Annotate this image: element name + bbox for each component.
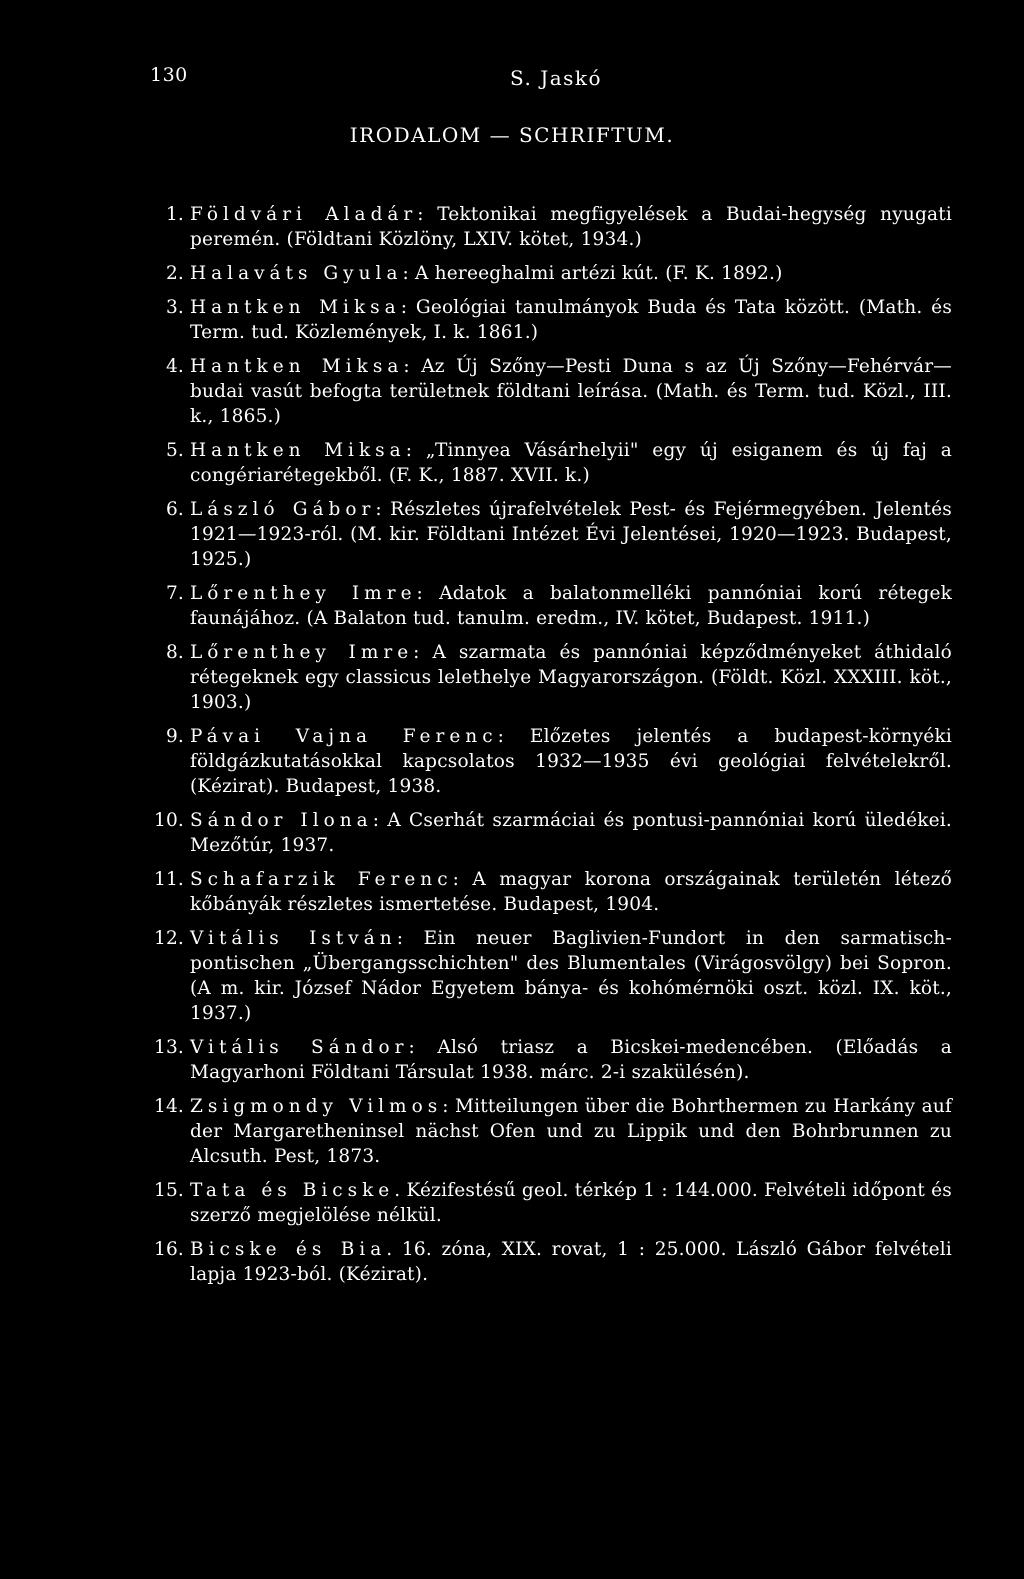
reference-item: [165, 295, 953, 345]
reference-number: 1.: [165, 204, 184, 225]
reference-author: Bicske és Bia: [190, 1239, 387, 1260]
reference-number: 5.: [165, 440, 184, 461]
reference-number: 3.: [165, 297, 184, 318]
reference-text: : Geológiai tanulmányok Buda és Tata között. (Math. és Term. tud. Közlemények, I. k. 1861.): [190, 297, 953, 343]
reference-author: Schafarzik Ferenc: [190, 869, 453, 890]
reference-number: 7.: [165, 583, 184, 604]
reference-item: [153, 926, 953, 1026]
reference-number: 11.: [153, 869, 184, 890]
reference-text: : „Tinnyea Vásárhelyii" egy új esiganem és új faj a congériarétegekből. (F. K., 1887. XVII. k.): [190, 440, 952, 486]
reference-item: [165, 202, 952, 252]
reference-author: Hantken Miksa: [190, 297, 401, 318]
reference-item: [165, 640, 952, 715]
reference-item: [165, 724, 952, 799]
reference-item: [165, 497, 952, 572]
reference-author: Hantken Miksa: [190, 440, 406, 461]
reference-list: [153, 202, 953, 1296]
reference-number: 8.: [165, 642, 184, 663]
reference-text: : Mitteilungen über die Bohrthermen zu Harkány auf der Margaretheninsel nächst Ofen und zu Lippik und den Bohrbrunnen zu Alcsuth. Pest, 1873.: [190, 1096, 952, 1167]
reference-number: 9.: [165, 726, 184, 747]
reference-number: 6.: [165, 499, 184, 520]
reference-text: : A Cserhát szarmáciai és pontusi-pannóniai korú üledékei. Mezőtúr, 1937.: [190, 810, 952, 856]
reference-number: 13.: [153, 1037, 184, 1058]
reference-number: 10.: [153, 810, 184, 831]
section-title: IRODALOM — SCHRIFTUM.: [349, 123, 675, 147]
reference-number: 12.: [153, 928, 184, 949]
reference-author: Hantken Miksa: [190, 356, 404, 377]
reference-text: : Az Új Szőny—Pesti Duna s az Új Szőny—Fehérvár—budai vasút befogta területnek földtani leírása. (Math. és Term. tud. Közl., III. k., 1865.): [190, 356, 952, 427]
reference-item: [153, 1178, 953, 1228]
reference-text: : A szarmata és pannóniai képződményeket áthidaló rétegeknek egy classicus lelethelye Magyarországon. (Földt. Közl. XXXIII. köt., 1903.): [190, 642, 952, 713]
reference-text: : A magyar korona országainak területén létező kőbányák részletes ismertetése. Budapest, 1904.: [190, 869, 952, 915]
reference-author: Lőrenthey Imre: [190, 583, 417, 604]
reference-item: [153, 1237, 952, 1287]
reference-author: Zsigmondy Vilmos: [190, 1096, 443, 1117]
reference-item: [153, 1035, 952, 1085]
reference-item: [165, 581, 953, 631]
reference-author: Vitális Sándor: [190, 1037, 409, 1058]
reference-text: : Adatok a balatonmelléki pannóniai korú rétegek faunájához. (A Balaton tud. tanulm. eredm., IV. kötet, Budapest. 1911.): [190, 583, 953, 629]
reference-author: Halaváts Gyula: [190, 263, 403, 284]
reference-text: . Kézifestésű geol. térkép 1 : 144.000. Felvételi időpont és szerző megjelölése nélkül.: [190, 1180, 953, 1226]
reference-item: [153, 1094, 952, 1169]
reference-author: László Gábor: [190, 499, 376, 520]
reference-author: Lőrenthey Imre: [190, 642, 414, 663]
reference-item: [153, 808, 952, 858]
reference-number: 2.: [165, 263, 184, 284]
reference-text: . 16. zóna, XIX. rovat, 1 : 25.000. László Gábor felvételi lapja 1923-ból. (Kézirat).: [190, 1239, 952, 1285]
reference-item: [153, 867, 952, 917]
page-number: 130: [150, 64, 188, 86]
reference-author: Tata és Bicske: [190, 1180, 395, 1201]
reference-number: 15.: [153, 1180, 184, 1201]
reference-text: : A hereeghalmi artézi kút. (F. K. 1892.): [402, 263, 783, 284]
reference-text: : Tektonikai megfigyelések a Budai-hegység nyugati peremén. (Földtani Közlöny, LXIV. kötet, 1934.): [190, 204, 952, 250]
running-head: S. Jaskó: [510, 66, 603, 90]
reference-author: Sándor Ilona: [190, 810, 373, 831]
reference-number: 14.: [153, 1096, 184, 1117]
reference-text: : Ein neuer Baglivien-Fundort in den sarmatisch-pontischen „Übergangsschichten" des Blumentales (Virágosvölgy) bei Sopron. (A m. kir. József Nádor Egyetem bánya- és kohómérnöki oszt. közl. IX. köt., 1937.): [190, 928, 953, 1024]
reference-text: : Előzetes jelentés a budapest-környéki földgázkutatásokkal kapcsolatos 1932—1935 évi geológiai felvételekről. (Kézirat). Budapest, 1938.: [190, 726, 952, 797]
reference-number: 4.: [165, 356, 184, 377]
reference-item: [165, 261, 952, 286]
reference-author: Földvári Aladár: [190, 204, 418, 225]
reference-number: 16.: [153, 1239, 184, 1260]
reference-text: : Alsó triasz a Bicskei-medencében. (Előadás a Magyarhoni Földtani Társulat 1938. márc. 2-i szakülésén).: [190, 1037, 952, 1083]
reference-text: : Részletes újrafelvételek Pest- és Fejérmegyében. Jelentés 1921—1923-ról. (M. kir. Földtani Intézet Évi Jelentései, 1920—1923. Budapest, 1925.): [190, 499, 952, 570]
reference-item: [165, 354, 952, 429]
reference-author: Pávai Vajna Ferenc: [190, 726, 498, 747]
reference-item: [165, 438, 952, 488]
reference-author: Vitális István: [190, 928, 397, 949]
